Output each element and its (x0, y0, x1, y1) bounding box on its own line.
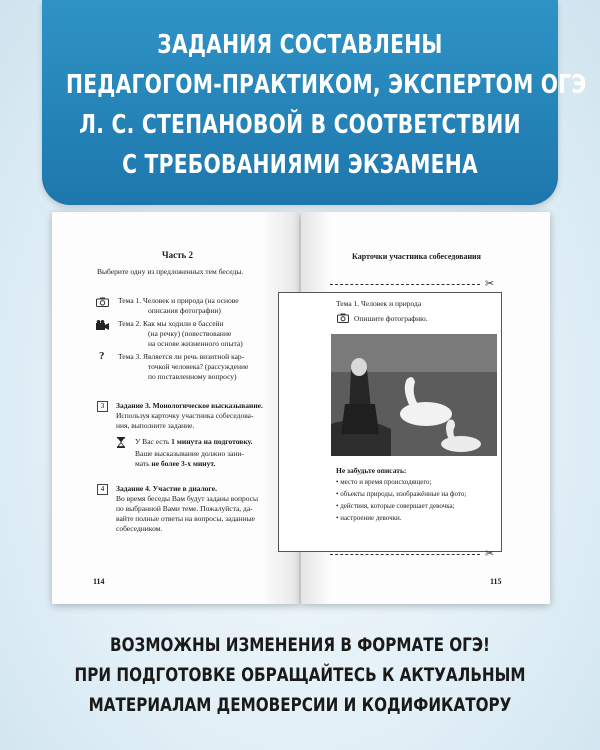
part-title: Часть 2 (162, 250, 194, 260)
question-icon: ? (99, 350, 105, 362)
topic-instruction: Выберите одну из предложенных тем беседы. (97, 267, 244, 276)
topic-1-line-1: Тема 1. Человек и природа (на основе (118, 296, 239, 305)
notice-line-3: МАТЕРИАЛАМ ДЕМОВЕРСИИ И КОДИФИКАТОРУ (88, 694, 512, 716)
task-4-number: 4 (97, 484, 108, 495)
task-3-answer-line-2: мать не более 3-х минут. (135, 459, 216, 468)
banner-line-1: ЗАДАНИЯ СОСТАВЛЕНЫ (157, 30, 443, 60)
banner-line-3: Л. С. СТЕПАНОВОЙ В СООТВЕТСТВИИ (79, 110, 521, 140)
card-bullet-2: • объекты природы, изображённые на фото; (336, 490, 467, 498)
topic-2-line-2: (на речку) (повествование (148, 329, 232, 338)
topic-1-line-2: описания фотографии) (148, 306, 221, 315)
topic-3-line-1: Тема 3. Является ли речь визитной кар- (118, 352, 245, 361)
scissors-icon: ✂ (485, 278, 495, 290)
card-bullet-3: • действия, которые совершает девочка; (336, 502, 455, 510)
banner-line-4: С ТРЕБОВАНИЯМИ ЭКЗАМЕНА (122, 150, 478, 180)
bottom-cut-line (330, 554, 480, 555)
task-3-answer-line-1: Ваше высказывание должно зани- (135, 449, 244, 458)
task-4-title: Задание 4. Участие в диалоге. (116, 484, 217, 493)
task-4-line-4: собеседником. (116, 524, 163, 533)
notice-line-2: ПРИ ПОДГОТОВКЕ ОБРАЩАЙТЕСЬ К АКТУАЛЬНЫМ (74, 664, 526, 686)
task-3-number: 3 (97, 401, 108, 412)
task-4-line-1: Во время беседы Вам будут заданы вопросы (116, 494, 259, 503)
card-bullet-4: • настроение девочки. (336, 514, 402, 522)
task-3-title: Задание 3. Монологическое высказывание. (116, 401, 263, 410)
topic-3-line-3: по поставленному вопросу) (148, 372, 237, 381)
card-topic: Тема 1. Человек и природа (336, 299, 422, 308)
task-4-line-3: вайте полные ответы на вопросы, заданные (116, 514, 255, 523)
describe-title: Не забудьте описать: (336, 466, 407, 475)
task-3-line-2: ния, выполните задание. (116, 421, 195, 430)
topic-3-line-2: точкой человека? (рассуждение (148, 362, 249, 371)
banner-line-2: ПЕДАГОГОМ-ПРАКТИКОМ, ЭКСПЕРТОМ ОГЭ (66, 70, 587, 100)
task-3-line-1: Используя карточку участника собеседова- (116, 411, 254, 420)
topic-2-line-3: на основе жизненного опыта) (148, 339, 243, 348)
left-page-number: 114 (93, 577, 105, 586)
right-page-header: Карточки участника собеседования (352, 252, 481, 261)
scissors-icon-bottom: ✂ (485, 548, 495, 560)
task-3-time: У Вас есть 1 минута на подготовку. (135, 437, 253, 446)
card-instruction: Опишите фотографию. (354, 314, 428, 323)
task-4-line-2: по выбранной Вами теме. Пожалуйста, да- (116, 504, 253, 513)
top-cut-line (330, 284, 480, 285)
card-camera-icon (337, 313, 349, 323)
right-page-number: 115 (490, 577, 502, 586)
hourglass-icon (117, 437, 125, 448)
video-camera-icon (96, 320, 109, 330)
camera-icon (96, 297, 109, 307)
notice-line-1: ВОЗМОЖНЫ ИЗМЕНЕНИЯ В ФОРМАТЕ ОГЭ! (110, 634, 490, 656)
girl-with-swans-photo (331, 334, 497, 456)
topic-2-line-1: Тема 2. Как мы ходили в бассейн (118, 319, 224, 328)
card-bullet-1: • место и время происходящего; (336, 478, 432, 486)
